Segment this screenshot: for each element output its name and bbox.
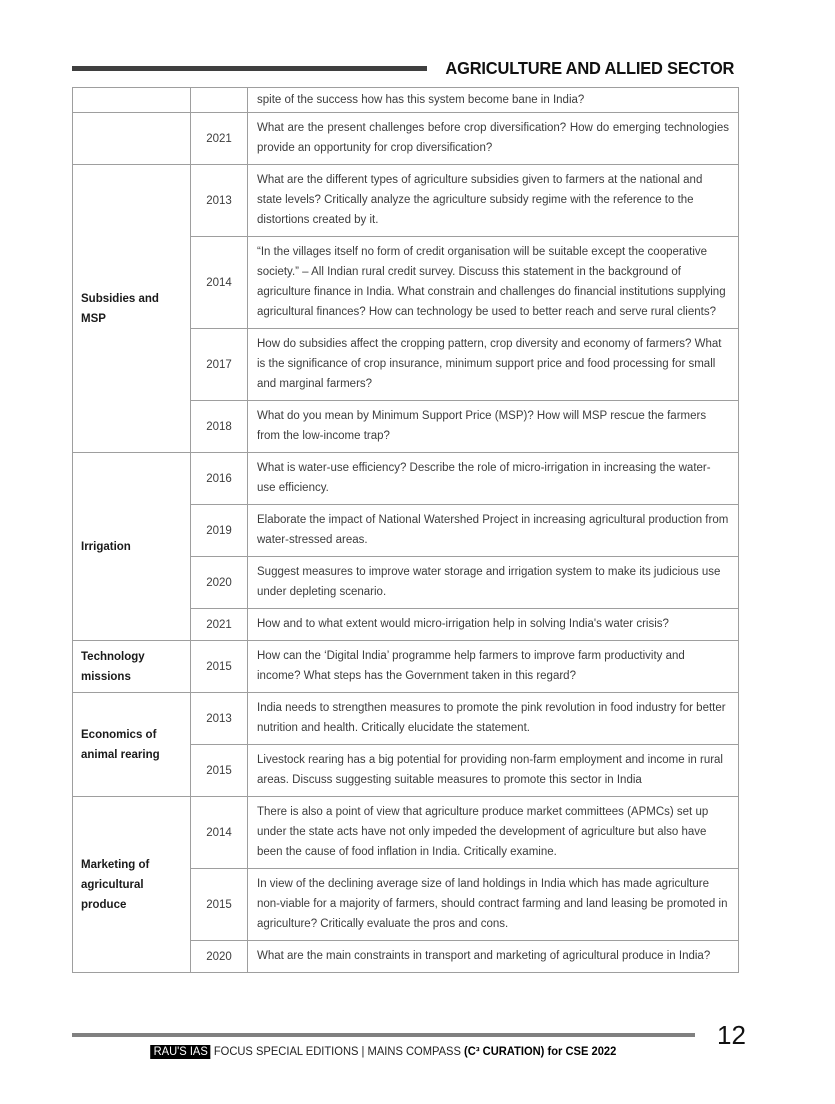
header-rule (72, 66, 427, 71)
question-cell: How and to what extent would micro-irrigation help in solving India's water crisis? (248, 609, 739, 641)
topic-cell: Irrigation (73, 453, 191, 641)
year-cell: 2020 (191, 941, 248, 973)
table-row (73, 113, 739, 165)
footer-curation-label: (C³ CURATION) for CSE 2022 (464, 1046, 617, 1058)
question-cell: Elaborate the impact of National Watershed Project in increasing agricultural production from water-stressed areas. (248, 505, 739, 557)
question-cell: Suggest measures to improve water storage and irrigation system to make its judicious use under depleting scenario. (248, 557, 739, 609)
question-cell: What is water-use efficiency? Describe the role of micro-irrigation in increasing the water-use efficiency. (248, 453, 739, 505)
topic-cell (73, 88, 191, 113)
topic-cell (73, 113, 191, 165)
year-cell: 2014 (191, 237, 248, 329)
footer-rule (72, 1033, 695, 1037)
year-cell: 2015 (191, 745, 248, 797)
footer-text (81, 1046, 685, 1058)
year-cell: 2018 (191, 401, 248, 453)
footer-brand: RAU'S IAS (151, 1045, 211, 1059)
question-cell: spite of the success how has this system become bane in India? (248, 88, 739, 113)
year-cell (191, 88, 248, 113)
year-cell: 2021 (191, 113, 248, 165)
year-cell: 2013 (191, 165, 248, 237)
footer-edition-label: FOCUS SPECIAL EDITIONS | MAINS COMPASS (213, 1046, 461, 1058)
table-row (73, 641, 739, 693)
question-cell: What are the main constraints in transport and marketing of agricultural produce in India? (248, 941, 739, 973)
topic-cell: Technology missions (73, 641, 191, 693)
topic-cell: Subsidies and MSP (73, 165, 191, 453)
questions-table (72, 87, 739, 973)
page-title: AGRICULTURE AND ALLIED SECTOR (445, 58, 734, 78)
page-header (72, 58, 734, 79)
page-number: 12 (717, 1020, 746, 1050)
year-cell: 2015 (191, 869, 248, 941)
question-cell: India needs to strengthen measures to promote the pink revolution in food industry for better nutrition and health. Critically elucidate the statement. (248, 693, 739, 745)
question-cell: In view of the declining average size of land holdings in India which has made agriculture non-viable for a majority of farmers, should contract farming and land leasing be promoted in agriculture? Critically evaluate the pros and cons. (248, 869, 739, 941)
question-cell: There is also a point of view that agriculture produce market committees (APMCs) set up under the state acts have not only impeded the development of agriculture but also have been the cause of food inflation in India. Critically examine. (248, 797, 739, 869)
question-cell: What are the different types of agriculture subsidies given to farmers at the national and state levels? Critically analyze the agriculture subsidy regime with the reference to the distortions created by it. (248, 165, 739, 237)
year-cell: 2019 (191, 505, 248, 557)
question-cell: Livestock rearing has a big potential for providing non-farm employment and income in rural areas. Discuss suggesting suitable measures to promote this sector in India (248, 745, 739, 797)
topic-cell: Economics of animal rearing (73, 693, 191, 797)
table-row (73, 165, 739, 237)
question-cell: “In the villages itself no form of credit organisation will be suitable except the cooperative society.” – All Indian rural credit survey. Discuss this statement in the background of agriculture finance in India. What constrain and challenges do financial institutions supplying agricultural finances? How can technology be used to better reach and serve rural clients? (248, 237, 739, 329)
question-cell: What do you mean by Minimum Support Price (MSP)? How will MSP rescue the farmers from the low-income trap? (248, 401, 739, 453)
table-row (73, 453, 739, 505)
question-cell: How can the ‘Digital India’ programme help farmers to improve farm productivity and income? What steps has the Government taken in this regard? (248, 641, 739, 693)
year-cell: 2021 (191, 609, 248, 641)
year-cell: 2017 (191, 329, 248, 401)
year-cell: 2020 (191, 557, 248, 609)
question-cell: How do subsidies affect the cropping pattern, crop diversity and economy of farmers? What is the significance of crop insurance, minimum support price and food processing for small and marginal farmers? (248, 329, 739, 401)
table-row (73, 797, 739, 869)
year-cell: 2014 (191, 797, 248, 869)
year-cell: 2016 (191, 453, 248, 505)
year-cell: 2013 (191, 693, 248, 745)
topic-cell: Marketing of agricultural produce (73, 797, 191, 973)
table-row (73, 88, 739, 113)
table-row (73, 693, 739, 745)
question-cell: What are the present challenges before crop diversification? How do emerging technologies provide an opportunity for crop diversification? (248, 113, 739, 165)
year-cell: 2015 (191, 641, 248, 693)
